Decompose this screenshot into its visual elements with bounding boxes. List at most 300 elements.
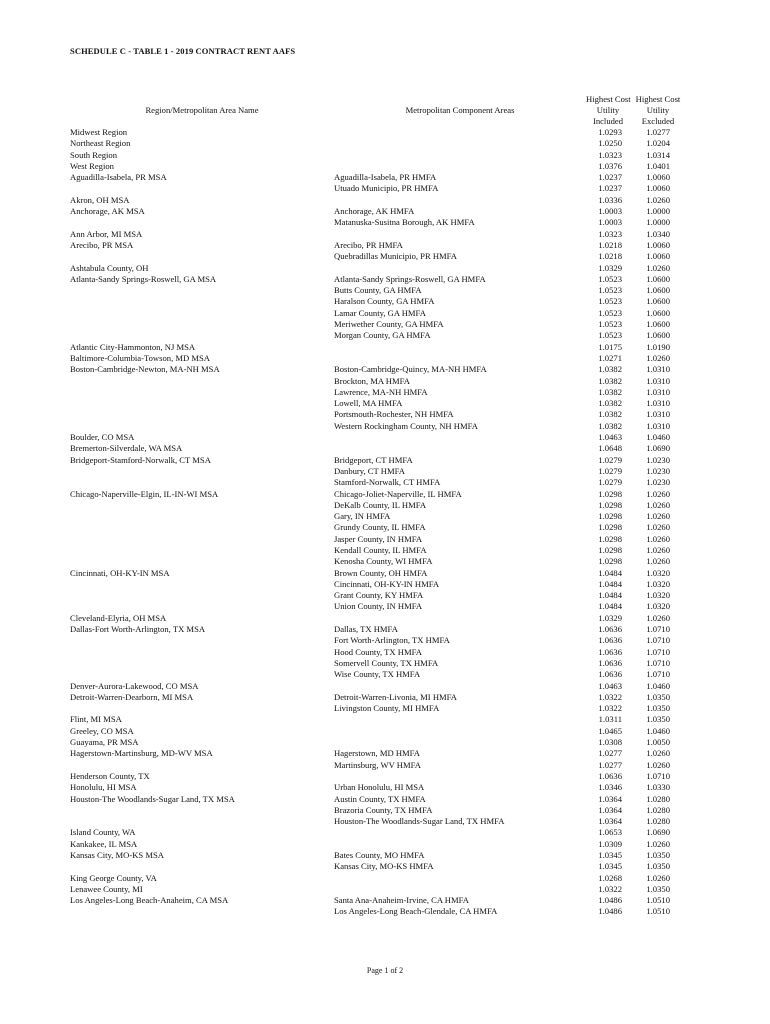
component-area-cell: Santa Ana-Anaheim-Irvine, CA HMFA [334,895,469,906]
utility-included-cell: 1.0279 [598,454,622,465]
header-utility-included [586,94,630,128]
table-row [0,568,770,579]
table-row [0,703,770,714]
utility-excluded-cell: 1.0280 [646,804,670,815]
table-row [0,138,770,149]
utility-excluded-cell: 1.0000 [646,206,670,217]
utility-included-cell: 1.0523 [598,319,622,330]
utility-included-cell: 1.0298 [598,533,622,544]
utility-included-cell: 1.0486 [598,906,622,917]
header-utility-excluded [632,94,684,128]
region-name-cell: Ann Arbor, MI MSA [70,228,143,239]
utility-included-cell: 1.0277 [598,748,622,759]
rent-table-body [0,127,770,918]
utility-included-cell: 1.0237 [598,183,622,194]
table-row [0,873,770,884]
component-area-cell: Kenosha County, WI HMFA [334,556,433,567]
utility-excluded-cell: 1.0710 [646,657,670,668]
component-area-cell: Meriwether County, GA HMFA [334,319,444,330]
utility-excluded-cell: 1.0190 [646,341,670,352]
region-name-cell: Ashtabula County, OH [70,262,149,273]
table-row [0,432,770,443]
utility-excluded-cell: 1.0350 [646,861,670,872]
table-row [0,387,770,398]
component-area-cell: Chicago-Joliet-Naperville, IL HMFA [334,488,462,499]
component-area-cell: Cincinnati, OH-KY-IN HMFA [334,578,440,589]
table-row [0,850,770,861]
utility-included-cell: 1.0523 [598,273,622,284]
table-row [0,658,770,669]
table-row [0,737,770,748]
utility-included-cell: 1.0277 [598,759,622,770]
utility-excluded-cell: 1.0204 [646,138,670,149]
region-name-cell: Aguadilla-Isabela, PR MSA [70,172,167,183]
header-utility-excluded-line: Utility [646,105,670,116]
table-row [0,906,770,917]
header-utility-excluded-line: Excluded [641,116,675,127]
utility-excluded-cell: 1.0260 [646,522,670,533]
header-utility-included-line: Included [592,116,624,127]
utility-excluded-cell: 1.0230 [646,454,670,465]
utility-included-cell: 1.0298 [598,556,622,567]
component-area-cell: Austin County, TX HMFA [334,793,426,804]
utility-excluded-cell: 1.0510 [646,906,670,917]
region-name-cell: Dallas-Fort Worth-Arlington, TX MSA [70,624,206,635]
utility-included-cell: 1.0175 [598,341,622,352]
table-row [0,500,770,511]
region-name-cell: Lenawee County, MI [70,883,143,894]
utility-excluded-cell: 1.0260 [646,556,670,567]
utility-excluded-cell: 1.0260 [646,488,670,499]
utility-included-cell: 1.0298 [598,499,622,510]
component-area-cell: Livingston County, MI HMFA [334,703,440,714]
region-name-cell: Henderson County, TX [70,770,150,781]
utility-excluded-cell: 1.0060 [646,251,670,262]
utility-included-cell: 1.0279 [598,465,622,476]
table-row [0,409,770,420]
utility-included-cell: 1.0271 [598,352,622,363]
region-name-cell: King George County, VA [70,872,157,883]
component-area-cell: Morgan County, GA HMFA [334,330,431,341]
table-row [0,534,770,545]
region-name-cell: Denver-Aurora-Lakewood, CO MSA [70,680,199,691]
table-row [0,229,770,240]
utility-included-cell: 1.0486 [598,895,622,906]
utility-excluded-cell: 1.0320 [646,567,670,578]
component-area-cell: Detroit-Warren-Livonia, MI HMFA [334,691,458,702]
utility-included-cell: 1.0382 [598,409,622,420]
table-row [0,251,770,262]
utility-excluded-cell: 1.0460 [646,725,670,736]
utility-included-cell: 1.0003 [598,217,622,228]
component-area-cell: Aguadilla-Isabela, PR HMFA [334,172,437,183]
component-area-cell: Lowell, MA HMFA [334,398,403,409]
utility-excluded-cell: 1.0260 [646,352,670,363]
utility-included-cell: 1.0636 [598,669,622,680]
utility-excluded-cell: 1.0690 [646,443,670,454]
region-name-cell: Bridgeport-Stamford-Norwalk, CT MSA [70,454,211,465]
utility-excluded-cell: 1.0277 [646,127,670,137]
utility-included-cell: 1.0636 [598,657,622,668]
utility-included-cell: 1.0376 [598,160,622,171]
region-name-cell: Atlantic City-Hammonton, NJ MSA [70,341,196,352]
component-area-cell: Bates County, MO HMFA [334,850,425,860]
utility-included-cell: 1.0382 [598,364,622,375]
table-row [0,127,770,138]
table-row [0,579,770,590]
utility-excluded-cell: 1.0260 [646,499,670,510]
component-area-cell: Portsmouth-Rochester, NH HMFA [334,409,454,420]
utility-excluded-cell: 1.0350 [646,850,670,860]
utility-included-cell: 1.0298 [598,522,622,533]
utility-excluded-cell: 1.0460 [646,432,670,443]
header-utility-included-line: Highest Cost [586,94,631,104]
table-row [0,364,770,375]
table-row [0,308,770,319]
utility-excluded-cell: 1.0690 [646,827,670,838]
region-name-cell: Boston-Cambridge-Newton, MA-NH MSA [70,364,220,375]
utility-included-cell: 1.0323 [598,228,622,239]
table-row [0,794,770,805]
utility-included-cell: 1.0484 [598,590,622,601]
table-row [0,466,770,477]
component-area-cell: DeKalb County, IL HMFA [334,499,427,510]
table-row [0,274,770,285]
table-row [0,376,770,387]
component-area-cell: Urban Honolulu, HI MSA [334,782,425,793]
header-component-areas: Metropolitan Component Areas [405,105,515,115]
region-name-cell: Flint, MI MSA [70,714,122,725]
utility-included-cell: 1.0309 [598,838,622,849]
utility-excluded-cell: 1.0710 [646,770,670,781]
utility-included-cell: 1.0465 [598,725,622,736]
table-row [0,771,770,782]
component-area-cell: Gary, IN HMFA [334,511,391,522]
table-row [0,421,770,432]
utility-included-cell: 1.0279 [598,477,622,488]
utility-included-cell: 1.0523 [598,330,622,341]
utility-included-cell: 1.0237 [598,172,622,183]
utility-excluded-cell: 1.0340 [646,228,670,239]
region-name-cell: Midwest Region [70,127,128,137]
utility-excluded-cell: 1.0310 [646,375,670,386]
utility-excluded-cell: 1.0600 [646,319,670,330]
utility-included-cell: 1.0523 [598,307,622,318]
utility-included-cell: 1.0636 [598,770,622,781]
component-area-cell: Utuado Municipio, PR HMFA [334,183,439,194]
utility-excluded-cell: 1.0230 [646,465,670,476]
page-footer: Page 1 of 2 [366,966,404,975]
utility-excluded-cell: 1.0260 [646,612,670,623]
utility-excluded-cell: 1.0310 [646,409,670,420]
utility-included-cell: 1.0484 [598,567,622,578]
component-area-cell: Brockton, MA HMFA [334,375,410,386]
utility-included-cell: 1.0298 [598,488,622,499]
table-row [0,590,770,601]
table-row [0,183,770,194]
component-area-cell: Hood County, TX HMFA [334,646,422,657]
utility-included-cell: 1.0250 [598,138,622,149]
utility-excluded-cell: 1.0260 [646,511,670,522]
table-row [0,511,770,522]
utility-excluded-cell: 1.0260 [646,544,670,555]
table-row [0,895,770,906]
utility-included-cell: 1.0311 [598,714,622,725]
region-name-cell: Kansas City, MO-KS MSA [70,850,164,860]
utility-included-cell: 1.0382 [598,386,622,397]
region-name-cell: Bremerton-Silverdale, WA MSA [70,443,183,454]
utility-excluded-cell: 1.0350 [646,883,670,894]
utility-excluded-cell: 1.0260 [646,533,670,544]
component-area-cell: Matanuska-Susitna Borough, AK HMFA [334,217,475,228]
table-row [0,692,770,703]
utility-included-cell: 1.0293 [598,127,622,137]
component-area-cell: Atlanta-Sandy Springs-Roswell, GA HMFA [334,273,486,284]
table-row [0,681,770,692]
utility-excluded-cell: 1.0350 [646,691,670,702]
utility-included-cell: 1.0382 [598,398,622,409]
table-row [0,748,770,759]
region-name-cell: Anchorage, AK MSA [70,206,145,217]
table-row [0,319,770,330]
region-name-cell: Cincinnati, OH-KY-IN MSA [70,567,170,578]
table-row [0,545,770,556]
component-area-cell: Stamford-Norwalk, CT HMFA [334,477,441,488]
table-row [0,353,770,364]
utility-included-cell: 1.0364 [598,804,622,815]
region-name-cell: Northeast Region [70,138,131,149]
utility-included-cell: 1.0463 [598,432,622,443]
component-area-cell: Butts County, GA HMFA [334,285,422,296]
header-utility-excluded-line: Highest Cost [635,94,681,104]
utility-included-cell: 1.0346 [598,782,622,793]
utility-excluded-cell: 1.0350 [646,714,670,725]
utility-included-cell: 1.0218 [598,239,622,250]
utility-excluded-cell: 1.0260 [646,194,670,205]
utility-excluded-cell: 1.0600 [646,273,670,284]
region-name-cell: Cleveland-Elyria, OH MSA [70,612,167,623]
utility-included-cell: 1.0648 [598,443,622,454]
utility-excluded-cell: 1.0260 [646,872,670,883]
table-row [0,206,770,217]
utility-excluded-cell: 1.0230 [646,477,670,488]
utility-excluded-cell: 1.0460 [646,680,670,691]
table-row [0,714,770,725]
table-row [0,489,770,500]
table-row [0,613,770,624]
utility-excluded-cell: 1.0350 [646,703,670,714]
component-area-cell: Western Rockingham County, NH HMFA [334,420,478,431]
region-name-cell: Greeley, CO MSA [70,725,134,736]
utility-included-cell: 1.0298 [598,511,622,522]
region-name-cell: Chicago-Naperville-Elgin, IL-IN-WI MSA [70,488,219,499]
component-area-cell: Martinsburg, WV HMFA [334,759,421,770]
utility-excluded-cell: 1.0600 [646,285,670,296]
table-row [0,263,770,274]
utility-excluded-cell: 1.0710 [646,646,670,657]
utility-included-cell: 1.0003 [598,206,622,217]
utility-excluded-cell: 1.0510 [646,895,670,906]
component-area-cell: Kansas City, MO-KS HMFA [334,861,434,872]
component-area-cell: Jasper County, IN HMFA [334,533,423,544]
component-area-cell: Bridgeport, CT HMFA [334,454,413,465]
component-area-cell: Wise County, TX HMFA [334,669,421,680]
utility-included-cell: 1.0329 [598,262,622,273]
utility-excluded-cell: 1.0310 [646,386,670,397]
region-name-cell: Guayama, PR MSA [70,737,139,748]
utility-included-cell: 1.0463 [598,680,622,691]
utility-excluded-cell: 1.0060 [646,183,670,194]
utility-included-cell: 1.0364 [598,793,622,804]
utility-included-cell: 1.0268 [598,872,622,883]
table-row [0,726,770,737]
table-row [0,443,770,454]
table-row [0,285,770,296]
component-area-cell: Boston-Cambridge-Quincy, MA-NH HMFA [334,364,487,375]
table-row [0,398,770,409]
table-row [0,296,770,307]
table-row [0,839,770,850]
region-name-cell: Kankakee, IL MSA [70,838,138,849]
table-row [0,884,770,895]
region-name-cell: Honolulu, HI MSA [70,782,137,793]
component-area-cell: Hagerstown, MD HMFA [334,748,421,759]
region-name-cell: Detroit-Warren-Dearborn, MI MSA [70,691,194,702]
table-row [0,635,770,646]
header-region-name: Region/Metropolitan Area Name [145,105,259,115]
table-row [0,240,770,251]
table-row [0,150,770,161]
utility-excluded-cell: 1.0310 [646,398,670,409]
utility-included-cell: 1.0636 [598,624,622,635]
table-row [0,669,770,680]
utility-excluded-cell: 1.0280 [646,816,670,827]
utility-included-cell: 1.0298 [598,544,622,555]
table-row [0,647,770,658]
component-area-cell: Kendall County, IL HMFA [334,544,427,555]
utility-excluded-cell: 1.0314 [646,149,670,160]
table-row [0,522,770,533]
region-name-cell: South Region [70,149,118,160]
table-row [0,624,770,635]
utility-excluded-cell: 1.0401 [646,160,670,171]
region-name-cell: West Region [70,160,114,171]
table-row [0,760,770,771]
region-name-cell: Atlanta-Sandy Springs-Roswell, GA MSA [70,273,217,284]
table-row [0,330,770,341]
component-area-cell: Fort Worth-Arlington, TX HMFA [334,635,450,646]
table-row [0,782,770,793]
component-area-cell: Lamar County, GA HMFA [334,307,426,318]
region-name-cell: Hagerstown-Martinsburg, MD-WV MSA [70,748,213,759]
region-name-cell: Houston-The Woodlands-Sugar Land, TX MSA [70,793,235,804]
utility-excluded-cell: 1.0600 [646,296,670,307]
table-row [0,172,770,183]
region-name-cell: Boulder, CO MSA [70,432,135,443]
utility-excluded-cell: 1.0060 [646,172,670,183]
component-area-cell: Quebradillas Municipio, PR HMFA [334,251,458,262]
utility-excluded-cell: 1.0050 [646,737,670,748]
table-row [0,195,770,206]
table-row [0,342,770,353]
utility-included-cell: 1.0636 [598,635,622,646]
document-title: SCHEDULE C - TABLE 1 - 2019 CONTRACT RENT AAFS [70,46,296,56]
component-area-cell: Brazoria County, TX HMFA [334,804,433,815]
component-area-cell: Union County, IN HMFA [334,601,423,612]
utility-excluded-cell: 1.0600 [646,330,670,341]
table-row [0,477,770,488]
utility-included-cell: 1.0636 [598,646,622,657]
utility-excluded-cell: 1.0330 [646,782,670,793]
utility-included-cell: 1.0345 [598,850,622,860]
region-name-cell: Los Angeles-Long Beach-Anaheim, CA MSA [70,895,229,906]
component-area-cell: Brown County, OH HMFA [334,567,428,578]
component-area-cell: Danbury, CT HMFA [334,465,405,476]
utility-excluded-cell: 1.0260 [646,262,670,273]
utility-excluded-cell: 1.0310 [646,364,670,375]
table-row [0,805,770,816]
utility-excluded-cell: 1.0000 [646,217,670,228]
component-area-cell: Houston-The Woodlands-Sugar Land, TX HMFA [334,816,505,827]
utility-included-cell: 1.0322 [598,691,622,702]
table-row [0,455,770,466]
utility-included-cell: 1.0523 [598,296,622,307]
table-row [0,556,770,567]
utility-excluded-cell: 1.0060 [646,239,670,250]
utility-included-cell: 1.0484 [598,578,622,589]
component-area-cell: Anchorage, AK HMFA [334,206,415,217]
table-row [0,861,770,872]
component-area-cell: Haralson County, GA HMFA [334,296,435,307]
utility-included-cell: 1.0336 [598,194,622,205]
table-row [0,827,770,838]
utility-excluded-cell: 1.0320 [646,601,670,612]
utility-excluded-cell: 1.0260 [646,748,670,759]
region-name-cell: Island County, WA [70,827,136,838]
component-area-cell: Dallas, TX HMFA [334,624,398,635]
utility-included-cell: 1.0382 [598,375,622,386]
utility-excluded-cell: 1.0320 [646,590,670,601]
region-name-cell: Akron, OH MSA [70,194,130,205]
utility-excluded-cell: 1.0260 [646,759,670,770]
utility-excluded-cell: 1.0320 [646,578,670,589]
component-area-cell: Los Angeles-Long Beach-Glendale, CA HMFA [334,906,498,917]
table-row [0,601,770,612]
table-row [0,161,770,172]
table-row [0,217,770,228]
component-area-cell: Grant County, KY HMFA [334,590,424,601]
utility-included-cell: 1.0484 [598,601,622,612]
utility-excluded-cell: 1.0710 [646,624,670,635]
utility-excluded-cell: 1.0260 [646,838,670,849]
utility-included-cell: 1.0323 [598,149,622,160]
header-utility-included-line: Utility [596,105,620,116]
table-row [0,816,770,827]
utility-included-cell: 1.0523 [598,285,622,296]
component-area-cell: Grundy County, IL HMFA [334,522,426,533]
component-area-cell: Lawrence, MA-NH HMFA [334,386,428,397]
utility-included-cell: 1.0364 [598,816,622,827]
utility-excluded-cell: 1.0280 [646,793,670,804]
component-area-cell: Somervell County, TX HMFA [334,657,439,668]
utility-included-cell: 1.0345 [598,861,622,872]
utility-excluded-cell: 1.0310 [646,420,670,431]
region-name-cell: Arecibo, PR MSA [70,239,134,250]
utility-included-cell: 1.0382 [598,420,622,431]
utility-included-cell: 1.0308 [598,737,622,748]
utility-excluded-cell: 1.0710 [646,669,670,680]
utility-excluded-cell: 1.0710 [646,635,670,646]
